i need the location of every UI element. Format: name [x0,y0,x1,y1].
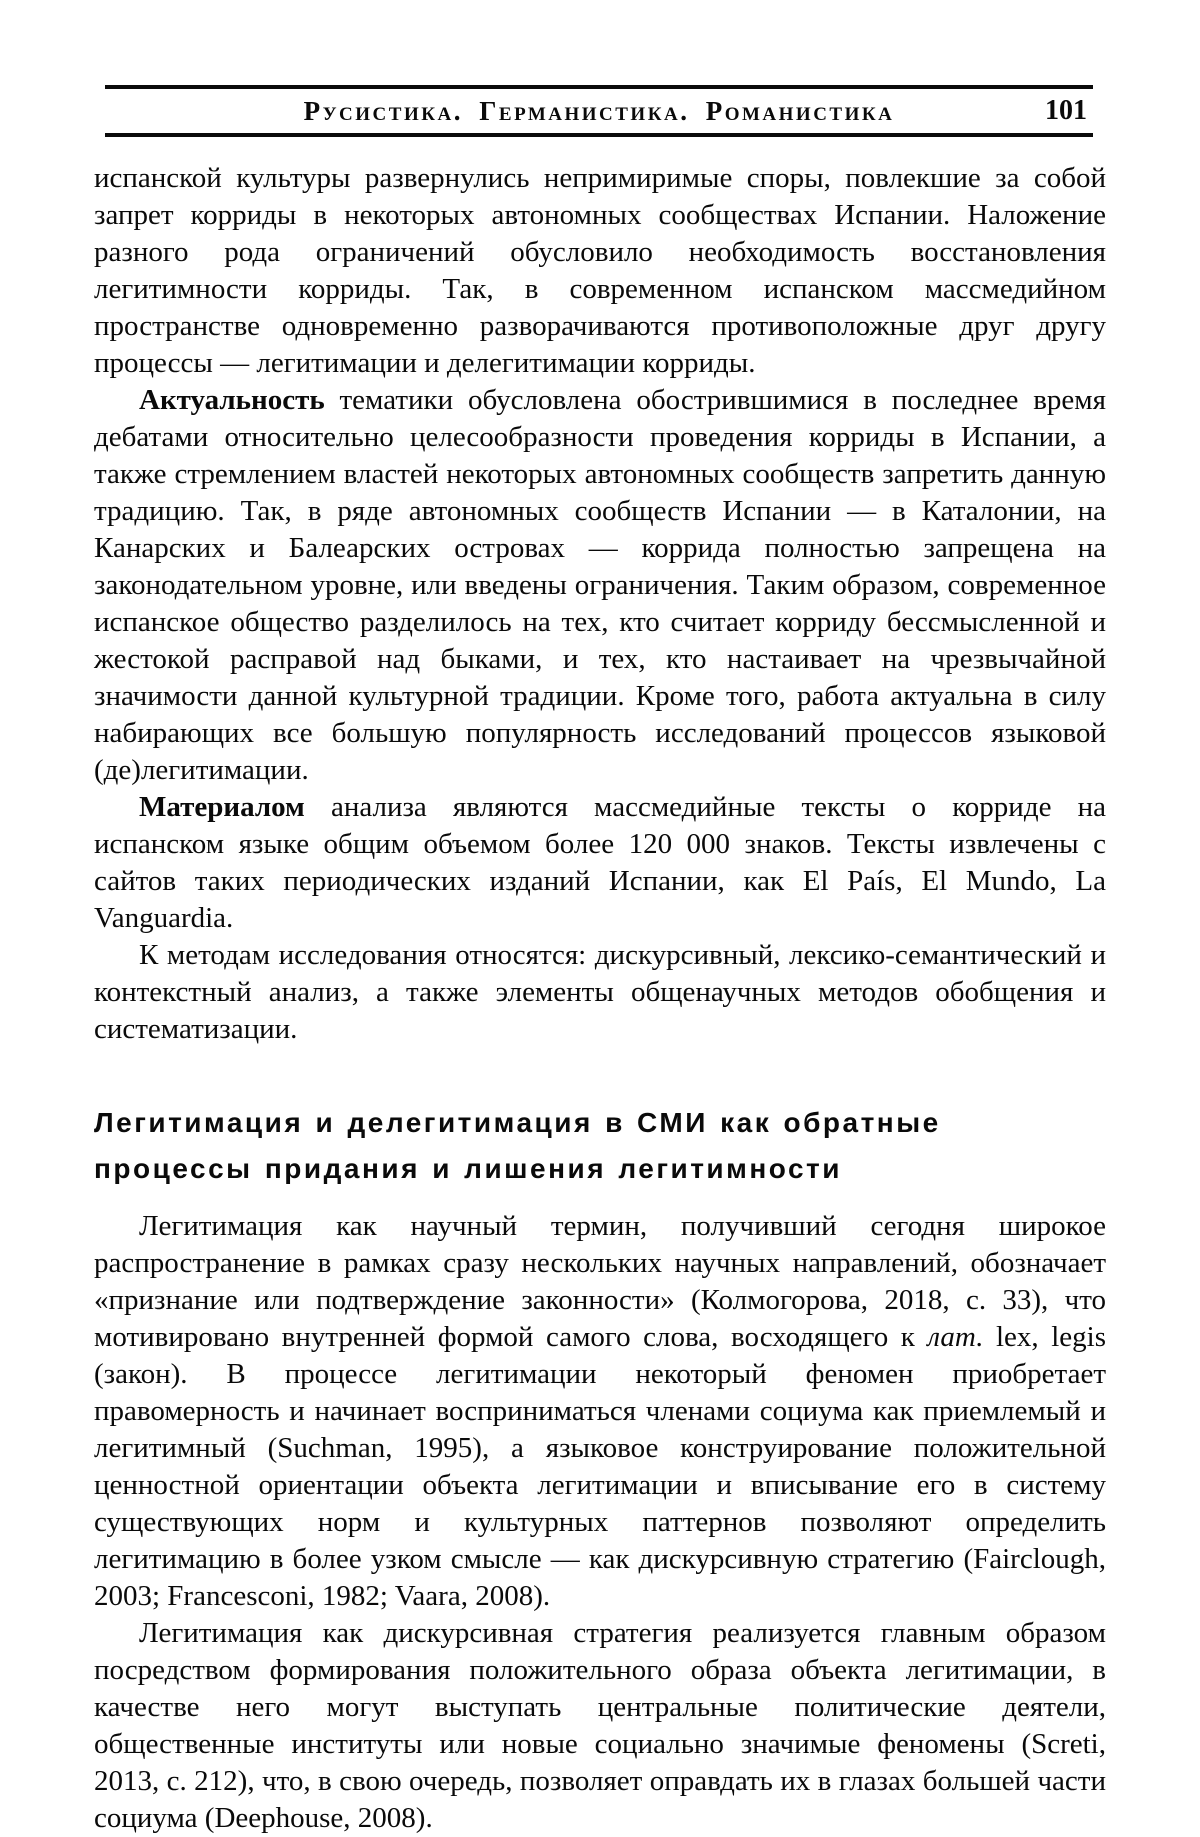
paragraph-material [94,789,1106,937]
section-heading-line2: процессы придания и лишения легитимности [94,1153,842,1184]
running-title: Русистика. Германистика. Романистика [303,95,895,126]
paragraph-continuation: испанской культуры развернулись непримиримые споры, повлекшие за собой запрет корриды в некоторых автономных сообществах Испании. Наложение разного рода ограничений обусловило необходимость восстановления легитимности корриды. Так, в современном испанском массмедийном пространстве одновременно разворачиваются противоположные друг другу процессы — легитимации и делегитимации корриды. [94,162,1106,379]
section-heading [94,1100,1106,1192]
page-number: 101 [1045,95,1087,126]
paragraph-text: Легитимация как научный термин, получивший сегодня широкое распространение в рамках сразу нескольких научных направлений, обозначает «признание или подтверждение законности» (Колмогорова, 2018, с. 33), что мотивировано внутренней формой самого слова, восходящего к [94,1210,1106,1353]
section-heading-line1: Легитимация и делегитимация в СМИ как обратные [94,1107,941,1138]
paragraph-methods: К методам исследования относятся: дискурсивный, лексико-семантический и контекстный анализ, а также элементы общенаучных методов обобщения и систематизации. [94,939,1106,1045]
paragraph-discursive-strategy: Легитимация как дискурсивная стратегия реализуется главным образом посредством формирования положительного образа объекта легитимации, в качестве него могут выступать центральные политические деятели, общественные институты или новые социально значимые феномены (Screti, 2013, с. 212), что, в свою очередь, позволяет оправдать их в глазах большей части социума (Deephouse, 2008). [94,1617,1106,1834]
paragraph-lead-bold: Актуальность [139,384,325,416]
paragraph-relevance [94,382,1106,789]
page-header [105,85,1093,137]
paragraph-text: lex, legis (закон). В процессе легитимации некоторый феномен приобретает правомерность и начинает восприниматься членами социума как приемлемый и легитимный (Suchman, 1995), а языковое конструирование положительной ценностной ориентации объекта легитимации и вписывание его в систему существующих норм и культурных паттернов позволяют определить легитимацию в более узком смысле — как дискурсивную стратегию (Fairclough, 2003; Francesconi, 1982; Vaara, 2008). [94,1321,1107,1612]
paragraph-text: анализа являются массмедийные тексты о корриде на испанском языке общим объемом более 120 000 знаков. Тексты извлечены с сайтов таких периодических изданий Испании, как El País, El Mundo, La Vanguardia. [94,791,1106,934]
paragraph-lead-bold: Материалом [139,791,305,823]
page-body [94,160,1106,1837]
paragraph-text: тематики обусловлена обострившимися в последнее время дебатами относительно целесообразности проведения корриды в Испании, а также стремлением властей некоторых автономных сообществ запретить данную традицию. Так, в ряде автономных сообществ Испании — в Каталонии, на Канарских и Балеарских островах — коррида полностью запрещена на законодательном уровне, или введены ограничения. Таким образом, современное испанское общество разделилось на тех, кто считает корриду бессмысленной и жестокой расправой над быками, и тех, кто настаивает на чрезвычайной значимости данной культурной традиции. Кроме того, работа актуальна в силу набирающих все большую популярность исследований процессов языковой (де)легитимации. [94,384,1106,786]
latin-abbreviation-italic: лат. [927,1321,984,1353]
paragraph-legitimation-term [94,1208,1106,1615]
